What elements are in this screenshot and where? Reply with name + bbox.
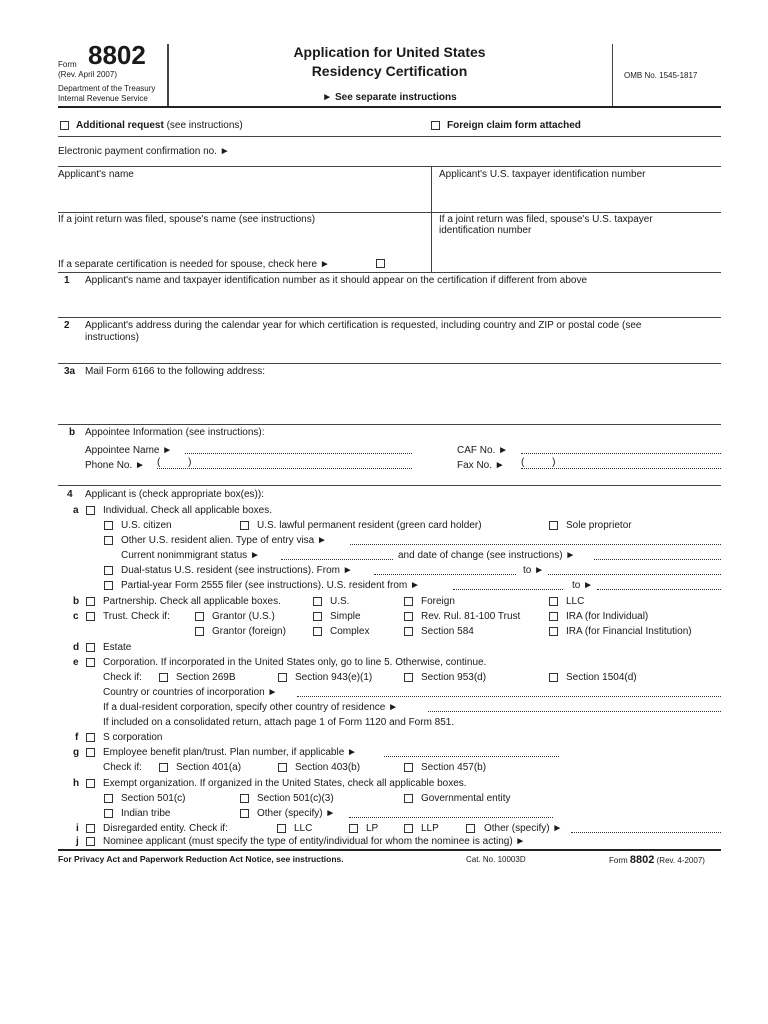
individual-label: Individual. Check all applicable boxes. (103, 505, 272, 516)
spouse-name-label: If a joint return was filed, spouse's name (see instructions) (58, 214, 316, 225)
line3a-number: 3a (64, 366, 76, 377)
grantor-foreign-checkbox[interactable] (195, 627, 204, 636)
ira-individual-checkbox[interactable] (549, 612, 558, 621)
line4a-letter: a (73, 505, 79, 516)
applicant-name-label: Applicant's name (58, 169, 134, 180)
individual-checkbox[interactable] (86, 506, 95, 515)
lpr-label: U.S. lawful permanent resident (green card holder) (257, 520, 482, 531)
separate-cert-checkbox[interactable] (376, 259, 385, 268)
rev-rul-checkbox[interactable] (404, 612, 413, 621)
nonimmigrant-field[interactable] (281, 559, 393, 560)
grantor-us-checkbox[interactable] (195, 612, 204, 621)
line4h-letter: h (73, 778, 80, 789)
sec953-label: Section 953(d) (421, 672, 487, 683)
sec457b-label: Section 457(b) (421, 762, 487, 773)
line4g-letter: g (73, 747, 80, 758)
disregarded-checkbox[interactable] (86, 824, 95, 833)
disregarded-lp-checkbox[interactable] (349, 824, 358, 833)
line1-label: Applicant's name and taxpayer identification number as it should appear on the certification if different from above (85, 275, 588, 286)
exempt-org-checkbox[interactable] (86, 779, 95, 788)
grantor-us-label: Grantor (U.S.) (212, 611, 275, 622)
sec1504-label: Section 1504(d) (566, 672, 637, 683)
separate-cert-label: If a separate certification is needed for spouse, check here ► (58, 259, 330, 270)
line4d-letter: d (73, 642, 80, 653)
form-revision: (Rev. April 2007) (58, 70, 117, 79)
sec953-checkbox[interactable] (404, 673, 413, 682)
us-citizen-checkbox[interactable] (104, 521, 113, 530)
lpr-checkbox[interactable] (240, 521, 249, 530)
phone-paren: ( ) (157, 457, 192, 468)
rev-rul-label: Rev. Rul. 81-100 Trust (421, 611, 521, 622)
disregarded-other-field[interactable] (571, 832, 721, 833)
line2-label-1: Applicant's address during the calendar year for which certification is requested, including country and ZIP or postal code (see (85, 320, 642, 331)
sec403b-label: Section 403(b) (295, 762, 361, 773)
footer-form-ref: Form 8802 (Rev. 4-2007) (609, 854, 705, 866)
disregarded-llp-checkbox[interactable] (404, 824, 413, 833)
sec401a-checkbox[interactable] (159, 763, 168, 772)
sec269b-checkbox[interactable] (159, 673, 168, 682)
exempt-other-label: Other (specify) ► (257, 808, 336, 819)
partial-year-from-field[interactable] (453, 589, 563, 590)
disregarded-llc-label: LLC (294, 823, 313, 834)
line4j-letter: j (76, 836, 79, 847)
line3b-number: b (69, 427, 76, 438)
simple-label: Simple (330, 611, 361, 622)
us-citizen-label: U.S. citizen (121, 520, 172, 531)
partial-year-checkbox[interactable] (104, 581, 113, 590)
complex-checkbox[interactable] (313, 627, 322, 636)
phone-label: Phone No. ► (85, 460, 145, 471)
partial-year-to-field[interactable] (597, 589, 721, 590)
partnership-us-label: U.S. (330, 596, 350, 607)
countries-field[interactable] (297, 696, 721, 697)
fax-paren: ( ) (521, 457, 556, 468)
omb-number: OMB No. 1545-1817 (624, 71, 698, 80)
sec584-checkbox[interactable] (404, 627, 413, 636)
line2-number: 2 (64, 320, 70, 331)
partnership-checkbox[interactable] (86, 597, 95, 606)
sec1504-checkbox[interactable] (549, 673, 558, 682)
line4e-letter: e (73, 657, 79, 668)
line4b-letter: b (73, 596, 80, 607)
plan-number-field[interactable] (384, 756, 559, 757)
partnership-llc-checkbox[interactable] (549, 597, 558, 606)
epay-label: Electronic payment confirmation no. ► (58, 146, 230, 157)
sec403b-checkbox[interactable] (278, 763, 287, 772)
other-alien-label: Other U.S. resident alien. Type of entry visa ► (121, 535, 327, 546)
line4-label: Applicant is (check appropriate box(es)): (85, 489, 264, 500)
corporation-label: Corporation. If incorporated in the United States only, go to line 5. Otherwise, continue. (103, 657, 487, 668)
dual-status-label: Dual-status U.S. resident (see instructions). From ► (121, 565, 353, 576)
trust-checkbox[interactable] (86, 612, 95, 621)
s-corp-checkbox[interactable] (86, 733, 95, 742)
nominee-label: Nominee applicant (must specify the type of entity/individual for whom the nominee is acting) ► (103, 836, 526, 847)
sec943-checkbox[interactable] (278, 673, 287, 682)
ira-financial-checkbox[interactable] (549, 627, 558, 636)
exempt-other-field[interactable] (349, 817, 553, 818)
date-change-field[interactable] (594, 559, 721, 560)
indian-tribe-checkbox[interactable] (104, 809, 113, 818)
ira-financial-label: IRA (for Financial Institution) (566, 626, 692, 637)
sec501c3-checkbox[interactable] (240, 794, 249, 803)
dual-status-checkbox[interactable] (104, 566, 113, 575)
sec501c3-label: Section 501(c)(3) (257, 793, 334, 804)
cat-number: Cat. No. 10003D (466, 855, 526, 864)
see-instructions: ► See separate instructions (322, 92, 457, 103)
countries-label: Country or countries of incorporation ► (103, 687, 278, 698)
line4-number: 4 (67, 489, 73, 500)
partnership-label: Partnership. Check all applicable boxes. (103, 596, 281, 607)
exempt-other-checkbox[interactable] (240, 809, 249, 818)
irs: Internal Revenue Service (58, 94, 148, 103)
line4c-letter: c (73, 611, 79, 622)
plan-check-if-label: Check if: (103, 762, 142, 773)
partnership-foreign-checkbox[interactable] (404, 597, 413, 606)
estate-checkbox[interactable] (86, 643, 95, 652)
nonimmigrant-label: Current nonimmigrant status ► (121, 550, 260, 561)
partnership-llc-label: LLC (566, 596, 585, 607)
disregarded-lp-label: LP (366, 823, 379, 834)
s-corp-label: S corporation (103, 732, 163, 743)
benefit-plan-checkbox[interactable] (86, 748, 95, 757)
privacy-notice: For Privacy Act and Paperwork Reduction Act Notice, see instructions. (58, 854, 344, 864)
sec501c-checkbox[interactable] (104, 794, 113, 803)
corporation-checkbox[interactable] (86, 658, 95, 667)
sec457b-checkbox[interactable] (404, 763, 413, 772)
sec401a-label: Section 401(a) (176, 762, 242, 773)
partial-year-label: Partial-year Form 2555 filer (see instructions). U.S. resident from ► (121, 580, 420, 591)
form-title-line1: Application for United States (293, 44, 486, 60)
other-alien-checkbox[interactable] (104, 536, 113, 545)
additional-request-checkbox[interactable] (60, 121, 69, 130)
caf-label: CAF No. ► (457, 445, 509, 456)
partnership-us-checkbox[interactable] (313, 597, 322, 606)
form-title-line2: Residency Certification (311, 63, 468, 79)
visa-type-field[interactable] (350, 544, 721, 545)
exempt-org-label: Exempt organization. If organized in the United States, check all applicable boxes. (103, 778, 467, 789)
benefit-plan-label: Employee benefit plan/trust. Plan number, if applicable ► (103, 747, 357, 758)
partnership-foreign-label: Foreign (421, 596, 455, 607)
caf-field[interactable] (521, 453, 721, 454)
sec269b-label: Section 269B (176, 672, 236, 683)
disregarded-other-label: Other (specify) ► (484, 823, 563, 834)
phone-field[interactable] (157, 468, 412, 469)
dual-resident-label: If a dual-resident corporation, specify other country of residence ► (103, 702, 399, 713)
disregarded-llp-label: LLP (421, 823, 439, 834)
disregarded-llc-checkbox[interactable] (277, 824, 286, 833)
line3b-label: Appointee Information (see instructions): (85, 427, 265, 438)
nominee-checkbox[interactable] (86, 837, 95, 846)
corp-check-if-label: Check if: (103, 672, 142, 683)
ira-individual-label: IRA (for Individual) (566, 611, 649, 622)
fax-field[interactable] (521, 468, 721, 469)
complex-label: Complex (330, 626, 370, 637)
form-number: 8802 (88, 40, 146, 70)
form-label: Form (58, 60, 77, 69)
gov-entity-checkbox[interactable] (404, 794, 413, 803)
foreign-claim-label: Foreign claim form attached (447, 120, 581, 131)
dual-status-to-field[interactable] (548, 574, 721, 575)
line4f-letter: f (75, 732, 79, 743)
foreign-claim-checkbox[interactable] (431, 121, 440, 130)
disregarded-label: Disregarded entity. Check if: (103, 823, 228, 834)
gov-entity-label: Governmental entity (421, 793, 511, 804)
line2-label-2: instructions) (85, 332, 139, 343)
partial-year-to-label: to ► (572, 580, 594, 591)
line3a-label: Mail Form 6166 to the following address: (85, 366, 266, 377)
sec943-label: Section 943(e)(1) (295, 672, 373, 683)
trust-label: Trust. Check if: (103, 611, 170, 622)
sole-proprietor-label: Sole proprietor (566, 520, 632, 531)
fax-label: Fax No. ► (457, 460, 505, 471)
appointee-name-label: Appointee Name ► (85, 445, 173, 456)
indian-tribe-label: Indian tribe (121, 808, 171, 819)
additional-request-label: Additional request (see instructions) (76, 120, 243, 131)
date-change-label: and date of change (see instructions) ► (398, 550, 576, 561)
consolidated-label: If included on a consolidated return, attach page 1 of Form 1120 and Form 851. (103, 717, 455, 728)
sec584-label: Section 584 (421, 626, 474, 637)
disregarded-other-checkbox[interactable] (466, 824, 475, 833)
line4i-letter: i (76, 823, 79, 834)
appointee-name-field[interactable] (185, 453, 412, 454)
line1-number: 1 (64, 275, 70, 286)
dual-status-to-label: to ► (523, 565, 545, 576)
estate-label: Estate (103, 642, 132, 653)
spouse-tin-label-1: If a joint return was filed, spouse's U.S. taxpayer (439, 214, 653, 225)
dept-treasury: Department of the Treasury (58, 84, 156, 93)
simple-checkbox[interactable] (313, 612, 322, 621)
sole-proprietor-checkbox[interactable] (549, 521, 558, 530)
applicant-tin-label: Applicant's U.S. taxpayer identification number (439, 169, 646, 180)
dual-status-from-field[interactable] (374, 574, 516, 575)
grantor-foreign-label: Grantor (foreign) (212, 626, 286, 637)
sec501c-label: Section 501(c) (121, 793, 186, 804)
spouse-tin-label-2: identification number (439, 225, 532, 236)
dual-resident-field[interactable] (428, 711, 721, 712)
